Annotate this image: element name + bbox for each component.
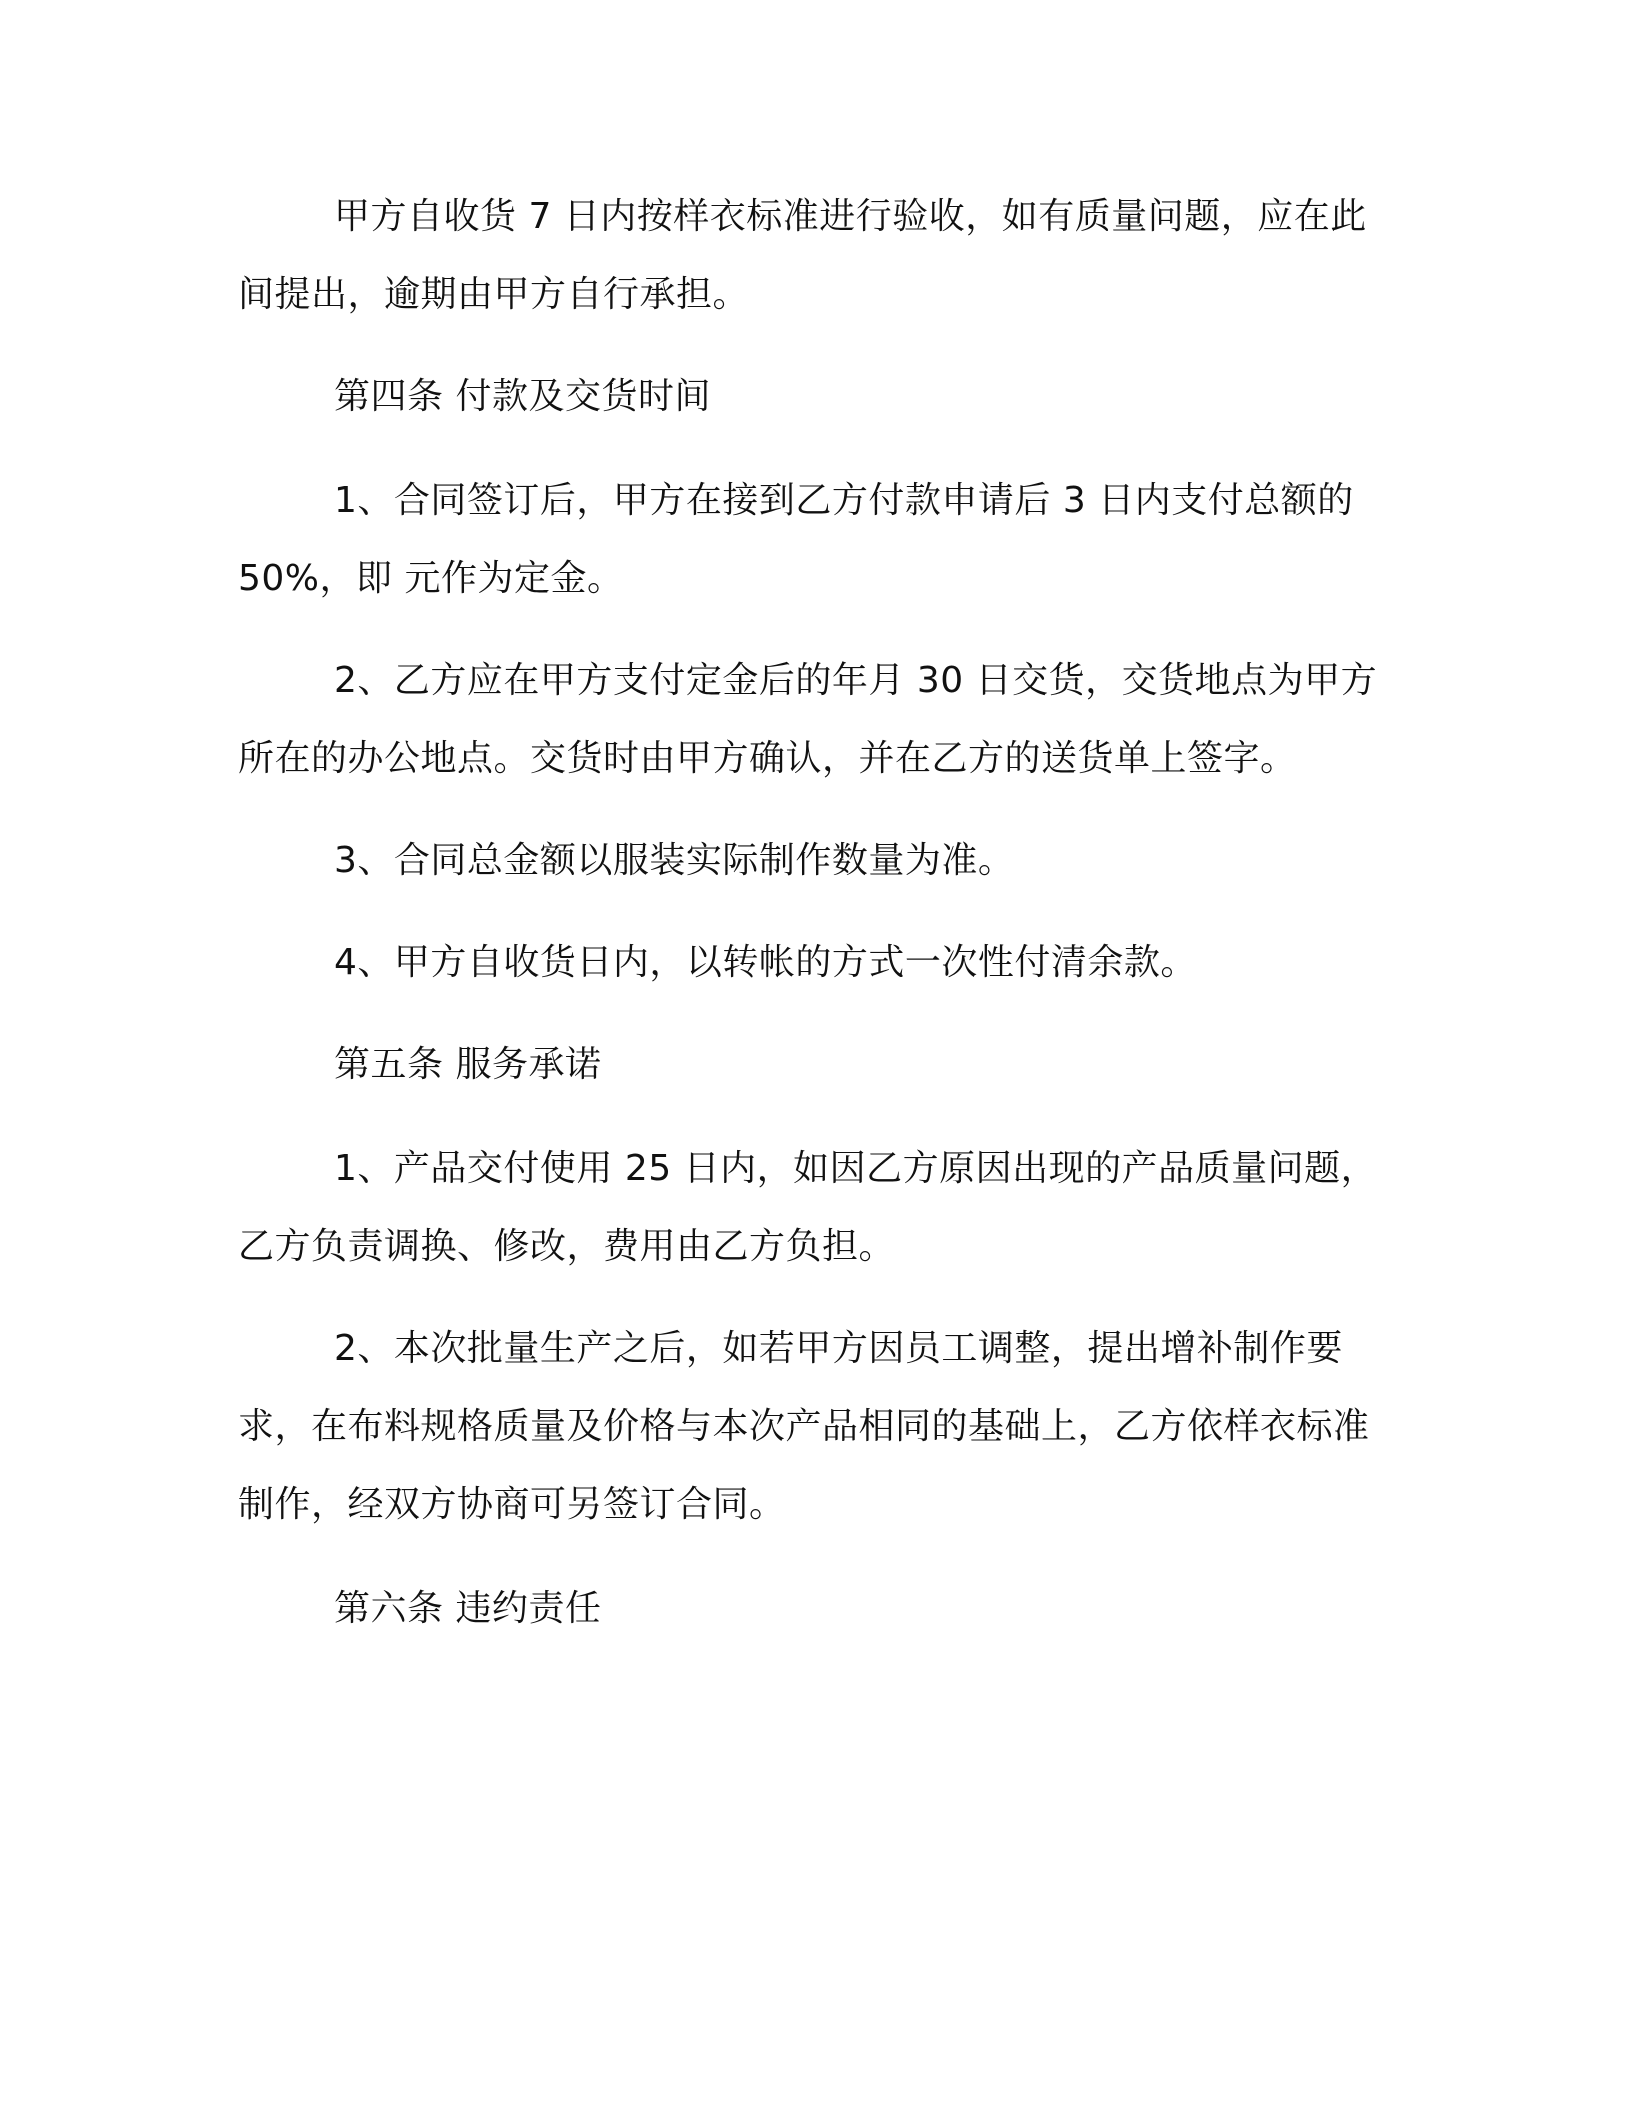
article-4-item-1: 1、合同签订后，甲方在接到乙方付款申请后 3 日内支付总额的 50%，即 元作为定金。 (238, 480, 1354, 599)
article-6-heading: 第六条 违约责任 (334, 1588, 602, 1629)
article-5-item-1: 1、产品交付使用 25 日内，如因乙方原因出现的产品质量问题，乙方负责调换、修改，费用由乙方负担。 (238, 1148, 1378, 1267)
article-4-item-3: 3、合同总金额以服装实际制作数量为准。 (334, 840, 1015, 881)
article-4-item-2: 2、乙方应在甲方支付定金后的年月 30 日交货，交货地点为甲方所在的办公地点。交货时由甲方确认，并在乙方的送货单上签字。 (238, 660, 1378, 779)
article-5-heading: 第五条 服务承诺 (334, 1044, 602, 1085)
article-4-item-4: 4、甲方自收货日内，以转帐的方式一次性付清余款。 (334, 942, 1197, 983)
article-4-heading: 第四条 付款及交货时间 (334, 376, 711, 417)
paragraph-acceptance: 甲方自收货 7 日内按样衣标准进行验收，如有质量问题，应在此间提出，逾期由甲方自行承担。 (238, 196, 1367, 315)
article-5-item-2: 2、本次批量生产之后，如若甲方因员工调整，提出增补制作要求，在布料规格质量及价格与本次产品相同的基础上，乙方依样衣标准制作，经双方协商可另签订合同。 (238, 1328, 1370, 1525)
